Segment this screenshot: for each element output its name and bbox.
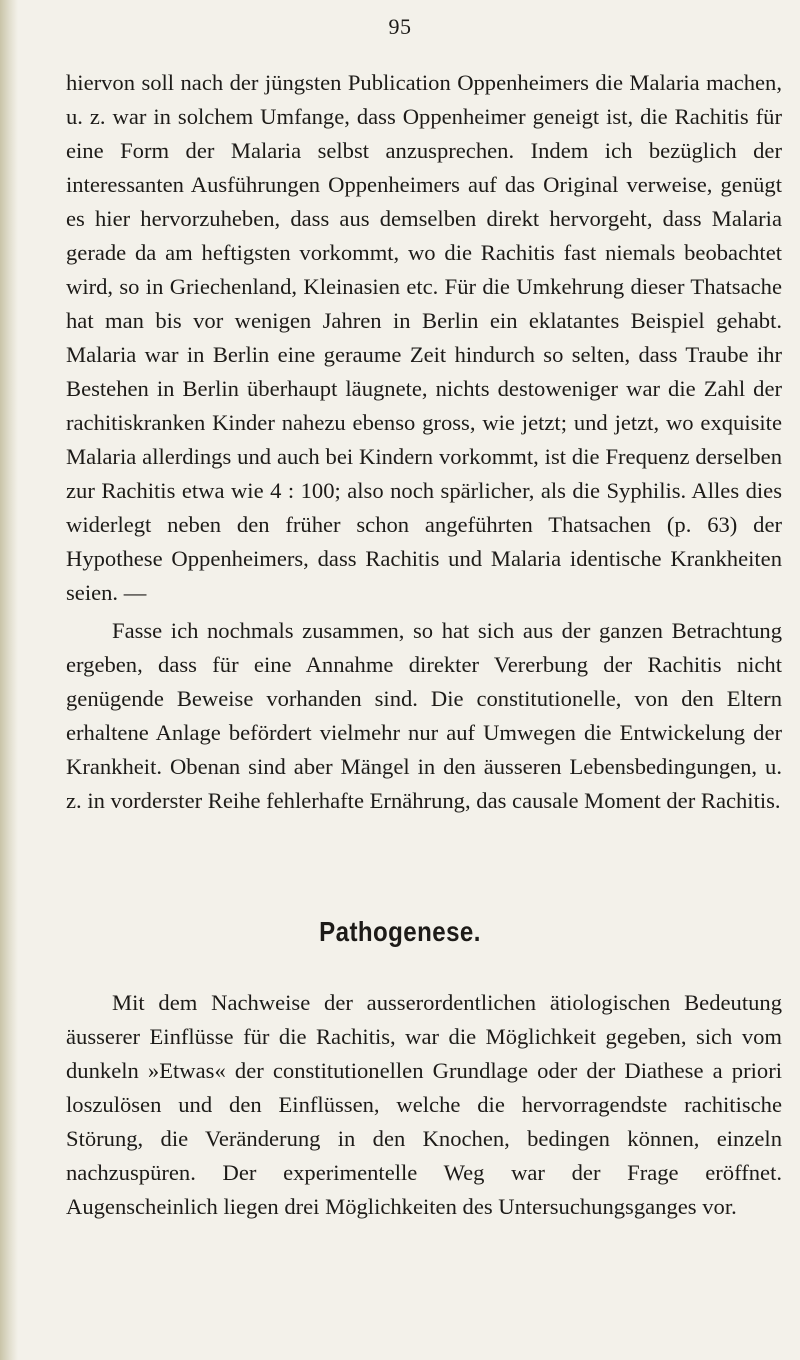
section-heading: Pathogenese. — [319, 916, 481, 947]
paragraph-1: hiervon soll nach der jüngsten Publication Oppenheimers die Malaria machen, u. z. war in solchem Umfange, dass Oppenheimer geneigt ist, die Rachitis für eine Form der Malaria selbst anzusprechen. Indem ich bezüglich der interessanten Ausführungen Oppenheimers auf das Original verweise, genügt es hier hervorzuheben, dass aus demselben direkt hervorgeht, dass Malaria gerade da am heftigsten vorkommt, wo die Rachitis fast niemals beobachtet wird, so in Griechenland, Kleinasien etc. Für die Umkehrung dieser Thatsache hat man bis vor wenigen Jahren in Berlin ein eklatantes Beispiel gehabt. Malaria war in Berlin eine geraume Zeit hindurch so selten, dass Traube ihr Bestehen in Berlin überhaupt läugnete, nichts destoweniger war die Zahl der rachitiskranken Kinder nahezu ebenso gross, wie jetzt; und jetzt, wo exquisite Malaria allerdings und auch bei Kindern vorkommt, ist die Frequenz derselben zur Rachitis etwa wie 4 : 100; also noch spärlicher, als die Syphilis. Alles dies widerlegt neben den früher schon angeführten Thatsachen (p. 63) der Hypothese Oppenheimers, dass Rachitis und Malaria identische Krankheiten seien. — — [66, 70, 782, 605]
paragraph-block-3 — [66, 986, 782, 1224]
paragraph-block-1 — [66, 66, 782, 610]
paragraph-2: Fasse ich nochmals zusammen, so hat sich aus der ganzen Betrachtung ergeben, dass für eine Annahme direkter Vererbung der Rachitis nicht genügende Beweise vorhanden sind. Die constitutionelle, von den Eltern erhaltene Anlage befördert vielmehr nur auf Umwegen die Entwickelung der Krankheit. Obenan sind aber Mängel in den äusseren Lebensbedingungen, u. z. in vorderster Reihe fehlerhafte Ernährung, das causale Moment der Rachitis. — [66, 618, 782, 813]
page-gutter-shadow — [0, 0, 18, 1360]
paragraph-3: Mit dem Nachweise der ausserordentlichen ätiologischen Bedeutung äusserer Einflüsse für die Rachitis, war die Möglichkeit gegeben, sich vom dunkeln »Etwas« der constitutionellen Grundlage oder der Diathese a priori loszulösen und den Einflüssen, welche die hervorragendste rachitische Störung, die Veränderung in den Knochen, bedingen können, einzeln nachzuspüren. Der experimentelle Weg war der Frage eröffnet. Augenscheinlich liegen drei Möglichkeiten des Untersuchungsganges vor. — [66, 990, 782, 1219]
page-number: 95 — [388, 14, 412, 39]
paragraph-block-2 — [66, 614, 782, 818]
